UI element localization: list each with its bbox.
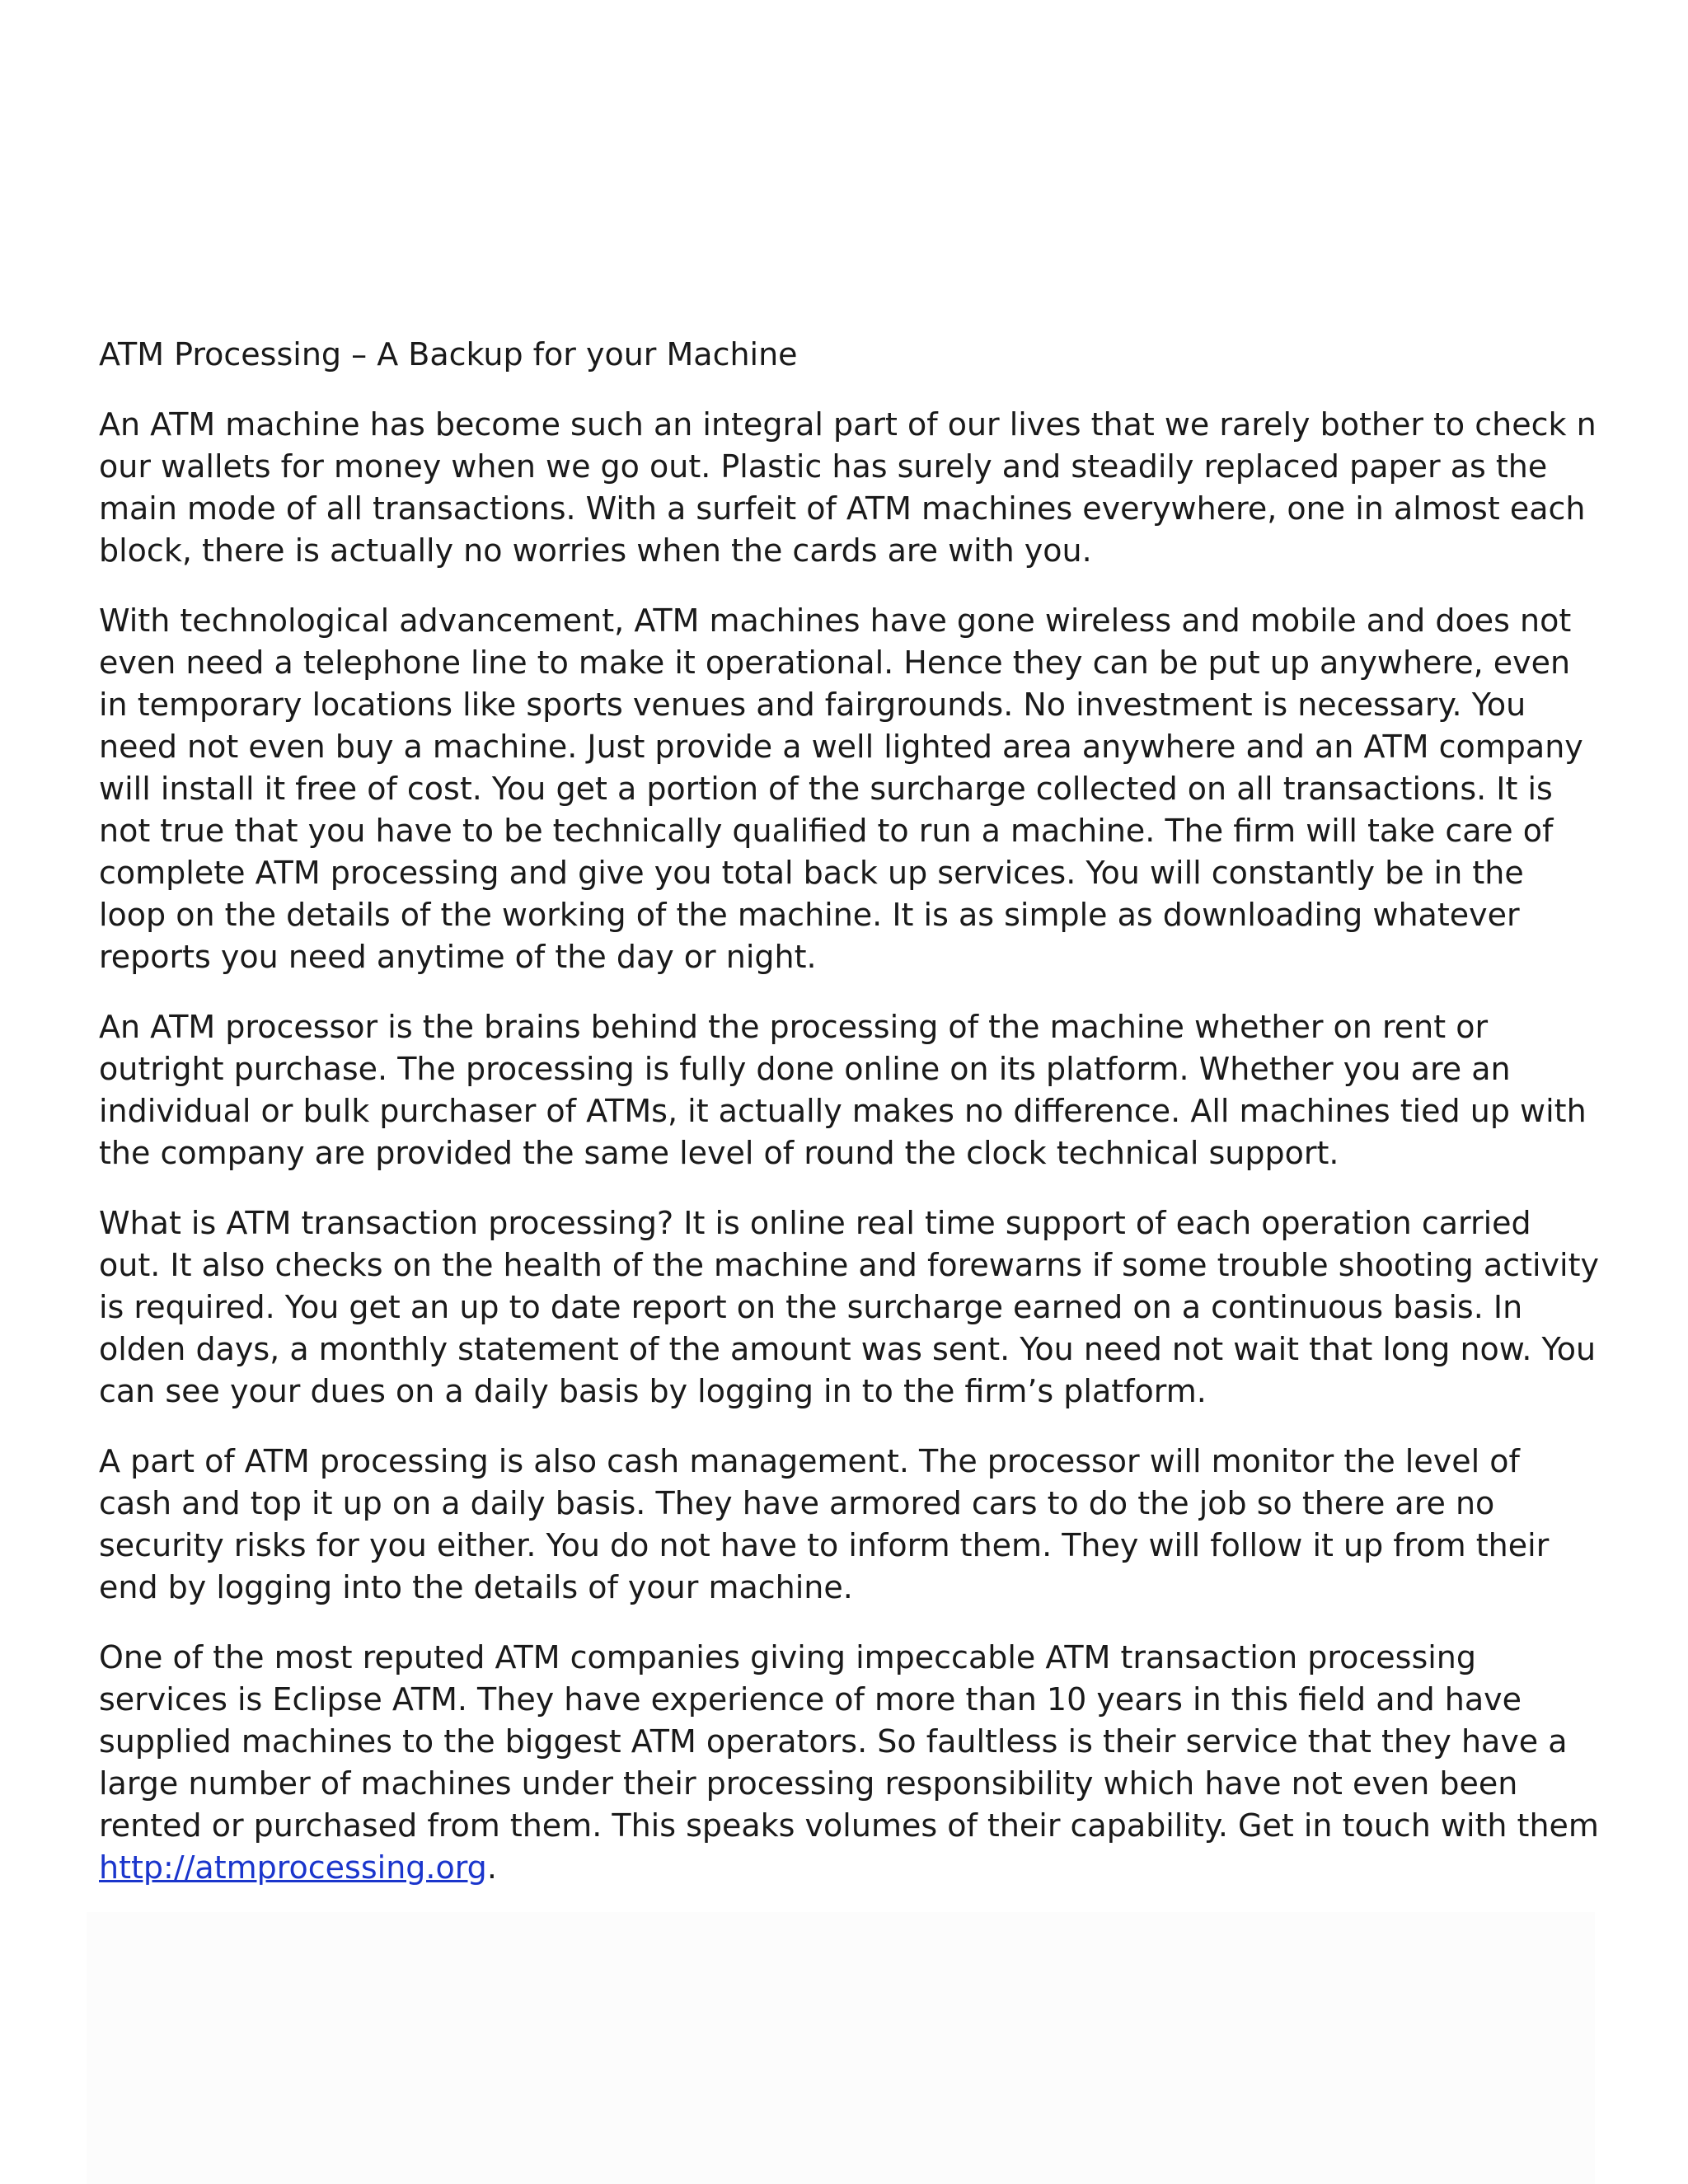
document-page <box>99 334 1599 1917</box>
paragraph-transaction-processing: What is ATM transaction processing? It is online real time support of each operation carried out. It also checks on the health of the machine and forewarns if some trouble shooting activity is required. You get an up to date report on the surcharge earned on a continuous basis. In olden days, a monthly statement of the amount was sent. You need not wait that long now. You can see your dues on a daily basis by logging in to the firm’s platform. <box>99 1205 1599 1409</box>
paragraph-eclipse-atm <box>99 1637 1599 1889</box>
paragraph-processor: An ATM processor is the brains behind the processing of the machine whether on rent or outright purchase. The processing is fully done online on its platform. Whether you are an individual or bulk purchaser of ATMs, it actually makes no difference. All machines tied up with the company are provided the same level of round the clock technical support. <box>99 1009 1587 1171</box>
paragraph-cash-management: A part of ATM processing is also cash management. The processor will monitor the level of cash and top it up on a daily basis. They have armored cars to do the job so there are no security risks for you either. You do not have to inform them. They will follow it up from their end by logging into the details of your machine. <box>99 1443 1550 1605</box>
atmprocessing-link[interactable]: http://atmprocessing.org <box>99 1849 487 1886</box>
paragraph-end-period: . <box>486 1849 497 1886</box>
paragraph-wireless: With technological advancement, ATM machines have gone wireless and mobile and does not even need a telephone line to make it operational. Hence they can be put up anywhere, even in temporary locations like sports venues and fairgrounds. No investment is necessary. You need not even buy a machine. Just provide a well lighted area anywhere and an ATM company will install it free of cost. You get a portion of the surcharge collected on all transactions. It is not true that you have to be technically qualified to run a machine. The firm will take care of complete ATM processing and give you total back up services. You will constantly be in the loop on the details of the working of the machine. It is as simple as downloading whatever reports you need anytime of the day or night. <box>99 602 1583 975</box>
paragraph-intro: An ATM machine has become such an integral part of our lives that we rarely bother to check n our wallets for money when we go out. Plastic has surely and steadily replaced paper as the main mode of all transactions. With a surfeit of ATM machines everywhere, one in almost each block, there is actually no worries when the cards are with you. <box>99 406 1597 569</box>
page-bottom-shade <box>87 1912 1595 2184</box>
document-title: ATM Processing – A Backup for your Machine <box>99 336 798 373</box>
paragraph-eclipse-atm-text: One of the most reputed ATM companies giving impeccable ATM transaction processing services is Eclipse ATM. They have experience of more than 10 years in this field and have supplied machines to the biggest ATM operators. So faultless is their service that they have a large number of machines under their processing responsibility which have not even been rented or purchased from them. This speaks volumes of their capability. Get in touch with them <box>99 1639 1599 1844</box>
